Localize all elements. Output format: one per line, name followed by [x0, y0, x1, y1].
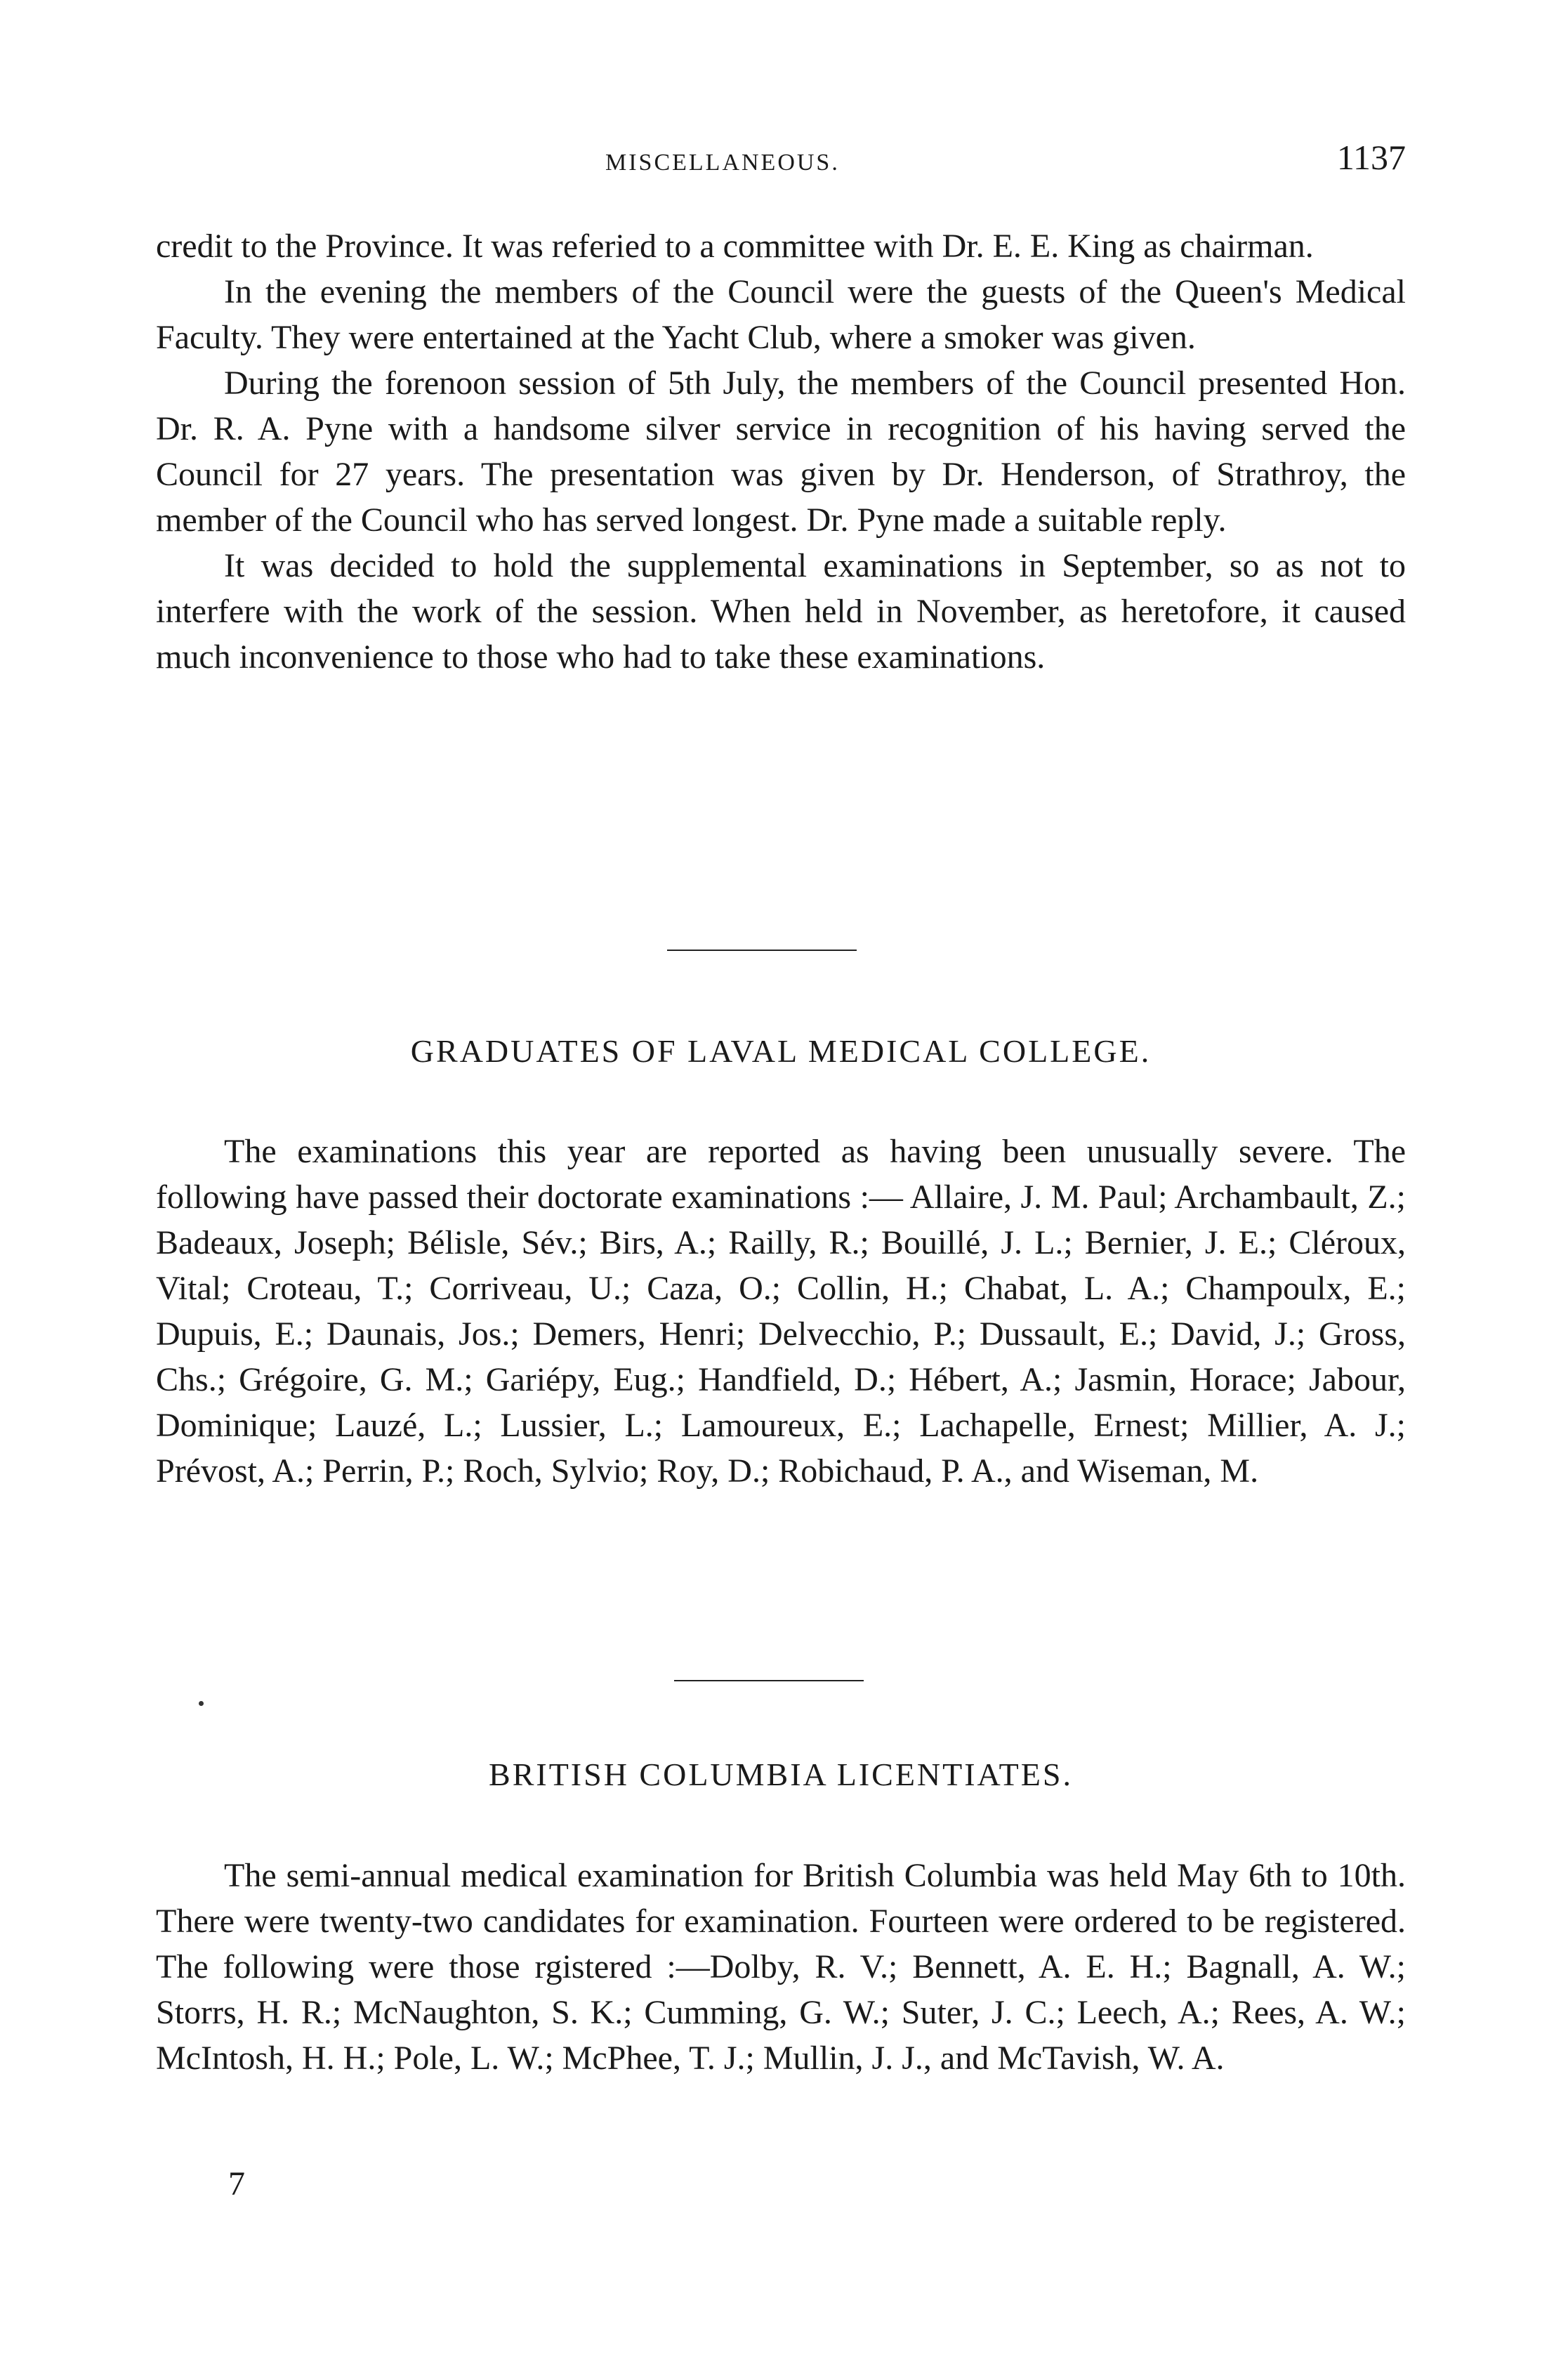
- signature-mark: 7: [228, 2165, 245, 2202]
- stray-mark: [199, 1701, 204, 1706]
- laval-section: [156, 1129, 1406, 1494]
- intro-paragraph-3: During the forenoon session of 5th July, the members of the Council presented Hon. Dr. R. A. Pyne with a handsome silver service in recognition of his having served the Council for 27 years. The presentation was given by Dr. Henderson, of Strathroy, the member of the Council who has served longest. Dr. Pyne made a suitable reply.: [156, 365, 1406, 539]
- bc-section-title: BRITISH COLUMBIA LICENTIATES.: [489, 1756, 1073, 1792]
- section-divider: [667, 950, 857, 951]
- running-head: [156, 137, 1406, 193]
- laval-section-title: GRADUATES OF LAVAL MEDICAL COLLEGE.: [410, 1033, 1152, 1069]
- intro-section: [156, 223, 1406, 680]
- laval-paragraph: The examinations this year are reported as having been unusually severe. The following have passed their doctorate examinations :— Allaire, J. M. Paul; Archambault, Z.; Badeaux, Joseph; Bélisle, Sév.; Birs, A.; Railly, R.; Bouillé, J. L.; Bernier, J. E.; Cléroux, Vital; Croteau, T.; Corriveau, U.; Caza, O.; Collin, H.; Chabat, L. A.; Champoulx, E.; Dupuis, E.; Daunais, Jos.; Demers, Henri; Delvecchio, P.; Dussault, E.; David, J.; Gross, Chs.; Grégoire, G. M.; Gariépy, Eug.; Handfield, D.; Hébert, A.; Jasmin, Horace; Jabour, Dominique; Lauzé, L.; Lussier, L.; Lamoureux, E.; Lachapelle, Ernest; Millier, A. J.; Prévost, A.; Perrin, P.; Roch, Sylvio; Roy, D.; Robichaud, P. A., and Wiseman, M.: [156, 1133, 1406, 1490]
- intro-paragraph-4: It was decided to hold the supplemental examinations in September, so as not to interfere with the work of the session. When held in November, as heretofore, it caused much inconvenience to those who had to take these examinations.: [156, 547, 1406, 676]
- intro-paragraph-2: In the evening the members of the Council were the guests of the Queen's Medical Faculty. They were entertained at the Yacht Club, where a smoker was given.: [156, 273, 1406, 356]
- intro-paragraph-1: credit to the Province. It was referied to a committee with Dr. E. E. King as chairman.: [156, 228, 1314, 265]
- page-number: 1137: [1336, 138, 1406, 177]
- section-divider: [674, 1680, 864, 1681]
- running-title: MISCELLANEOUS.: [605, 150, 840, 176]
- bc-paragraph: The semi-annual medical examination for British Columbia was held May 6th to 10th. There were twenty-two candidates for examination. Fourteen were ordered to be registered. The following were those rgistered :—Dolby, R. V.; Bennett, A. E. H.; Bagnall, A. W.; Storrs, H. R.; McNaughton, S. K.; Cumming, G. W.; Suter, J. C.; Leech, A.; Rees, A. W.; McIntosh, H. H.; Pole, L. W.; McPhee, T. J.; Mullin, J. J., and McTavish, W. A.: [156, 1857, 1406, 2077]
- bc-section: [156, 1853, 1406, 2081]
